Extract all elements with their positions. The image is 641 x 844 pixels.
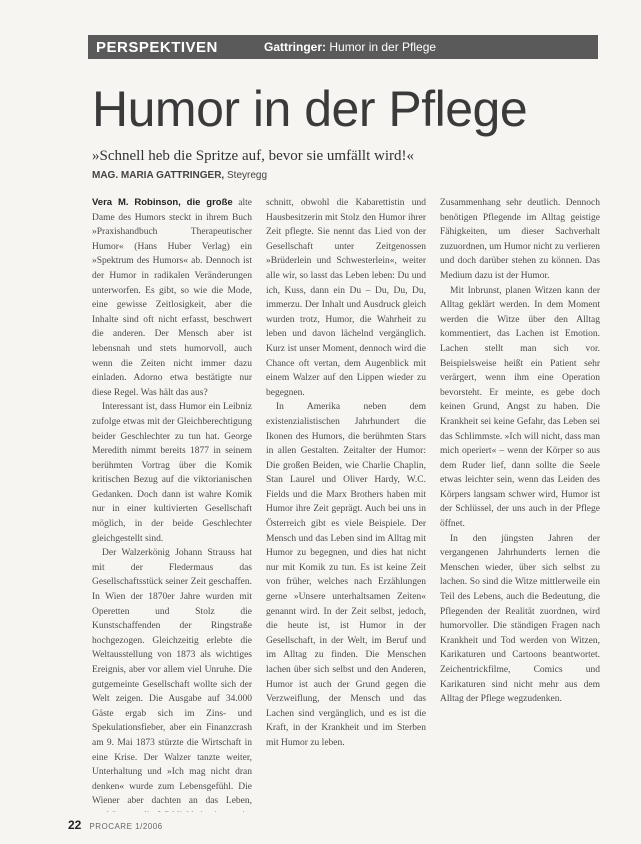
paragraph: In den jüngsten Jahren der vergangenen Jahrhunderts lernen die Menschen wieder, über sich selbst zu lachen. So sind die Witze mittlerweile ein Teil des Lebens, auch die Bedeutung, die Pflegenden der Realität zuordnen, wird humorvoller. Die ständigen Fragen nach Krankheit und Tod werden von Witzen, Karikaturen und Cartoons beantwortet. Zeichentrickfilme, Comics und Karikaturen sind nicht mehr aus dem Alltag der Pflege wegzudenken. xyxy=(440,533,600,705)
section-header-bar xyxy=(88,35,598,59)
article-subtitle: »Schnell heb die Spritze auf, bevor sie umfällt wird!« xyxy=(92,148,414,164)
topic-author: Gattringer: xyxy=(264,40,327,54)
page-number: 22 xyxy=(68,818,82,832)
paragraph: Vera M. Robinson, die große alte Dame des Humors steckt in ihrem Buch »Praxishandbuch Therapeutischer Humor« (Hans Huber Verlag) ein »Spektrum des Humors« ab. Dennoch ist der Humor in radikalen Veränderungen unterworfen. Es gibt, so wie die Mode, eine gewisse Zeitlosigkeit, aber die Inhalte sind oft nicht erfasst, beschwert die anderen. Der Mensch aber ist lebensnah und stets humorvoll, auch wenn die Zeiten nicht immer dazu einladen. Adorno etwa bestätigte nur diese Regel. Was hält das aus? xyxy=(92,197,252,398)
column-3 xyxy=(440,196,600,812)
lead-in: Vera M. Robinson, die große xyxy=(92,197,233,208)
paragraph: schnitt, obwohl die Kabarettistin und Hausbesitzerin mit Stolz den Humor ihrer Zeit pflegte. Sie nennt das Lied von der Gesellschaft unter Zeitgenossen »Brüderlein und Schwesterlein«, weiter alle wir, so lasst das Leben leben: Du und ich, Kuss, dann ein Du – Du, Du, Du, immerzu. Der Inhalt und Ausdruck gleich wurden trotz, Humor, die Wahrheit zu leben und davon lächelnd vergänglich. Kurz ist unser Moment, dennoch wird die Chance oft vertan, dem Augenblick mit einem Walzer auf den Lippen wieder zu begegnen. xyxy=(266,198,426,398)
section-topic xyxy=(264,40,436,54)
paragraph: In Amerika neben dem existenzialistischen Jahrhundert die Ikonen des Humors, die berühmten Stars in allen Gestalten. Zeitalter der Humor: Die großen Beiden, wie Charlie Chaplin, Stan Laurel und Oliver Hardy, W.C. Fields und die Marx Brothers haben mit Humor ihre Zeit geprägt. Auch bei uns in Österreich gibt es viele Beispiele. Der Mensch und das Leben sind im Alltag mit Humor zu begegnen, und dies hat nicht nur mit Komik zu tun. Es ist keine Zeit von früher, welches nach Erzählungen gerne »Unsere unterhaltsamen Zeiten« genannt wird. In der Zeit selbst, jedoch, die heute ist, ist Humor in der Gesellschaft, in der Welt, im Beruf und im Alltag zu finden. Die Menschen lachen über sich selbst und den Anderen, Humor ist auch der Grund gegen die Verzweiflung, der Mensch und das Lachen sind vergänglich, und es ist die Kraft, in der Krankheit und im Sterben mit Humor zu leben. xyxy=(266,402,426,748)
paragraph: Zusammenhang sehr deutlich. Dennoch benötigen Pflegende im Alltag geistige Fähigkeiten, um dieser Sachverhalt zuzuordnen, um Humor nicht zu verlieren und doch darüber stehen zu können. Das Medium dazu ist der Humor. xyxy=(440,198,600,281)
paragraph: Interessant ist, dass Humor ein Leibniz zufolge etwas mit der Gleichberechtigung beider Geschlechter zu tun hat. George Meredith nimmt bereits 1877 in seinem berühmten Vortrag über die Komik kritischen Bezug auf die viktorianischen Gedanken. Doch dann ist wahre Komik nur in einer kultivierten Gesellschaft möglich, in der beide Geschlechter gleichgestellt sind. xyxy=(92,402,252,544)
paragraph: Der Walzerkönig Johann Strauss hat mit der Fledermaus das Gesellschaftsstück seiner Zeit geschaffen. In Wien der 1870er Jahre wurden mit Operetten und Stolz die Kunstschaffenden der Ringstraße hochgezogen. Gleichzeitig erlebte die Weltausstellung von 1873 als wichtiges Ereignis, aber vor allem viel Unruhe. Die gutgemeinte Gesellschaft wollte sich der Welt zeigen. Die Ausgabe auf 34.000 Gäste ergab sich im Zins- und Spekulationsfieber, aber ein Finanzcrash am 9. Mai 1873 stürzte die Wirtschaft in eine Krise. Der Walzer tanzte weiter, Unterhaltung und »Ich mag nicht dran denken« wurde zum Lebensgefühl. Die Wiener aber dachten an das Leben, xyxy=(92,548,252,807)
article-title: Humor in der Pflege xyxy=(92,81,528,137)
column-2 xyxy=(266,196,426,812)
paragraph: Mit Inbrunst, planen Witzen kann der Alltag geklärt werden. In dem Moment werden die Witze über den Alltag kommentiert, das Lachen ist Emotion. Lachen stellt man sich vor. Beispielsweise heißt ein Patient sehr verärgert, wenn ihm eine Operation bevorsteht. Er meinte, es gebe doch keinen Grund, Angst zu haben. Die Krankheit sei keine Gefahr, das Leben sei das Schlimmste. »Ich will nicht, dass man mich operiert« – wenn der Körper so aus dem Ruder lief, dann sollte die Seele etwas leichter sein, wenn das Leiden des Körpers langsam schwer wird, Humor ist der Schlüssel, der uns auch in der Pflege öffnet. xyxy=(440,285,600,530)
section-label: PERSPEKTIVEN xyxy=(96,38,218,56)
author-name: MAG. MARIA GATTRINGER, xyxy=(92,170,225,181)
author-line xyxy=(92,170,267,181)
author-place: Steyregg xyxy=(227,170,268,181)
magazine-name: PROCARE 1/2006 xyxy=(89,822,163,831)
article-body xyxy=(92,196,600,812)
column-1 xyxy=(92,196,252,812)
topic-title: Humor in der Pflege xyxy=(326,40,437,54)
page-footer xyxy=(68,818,163,832)
